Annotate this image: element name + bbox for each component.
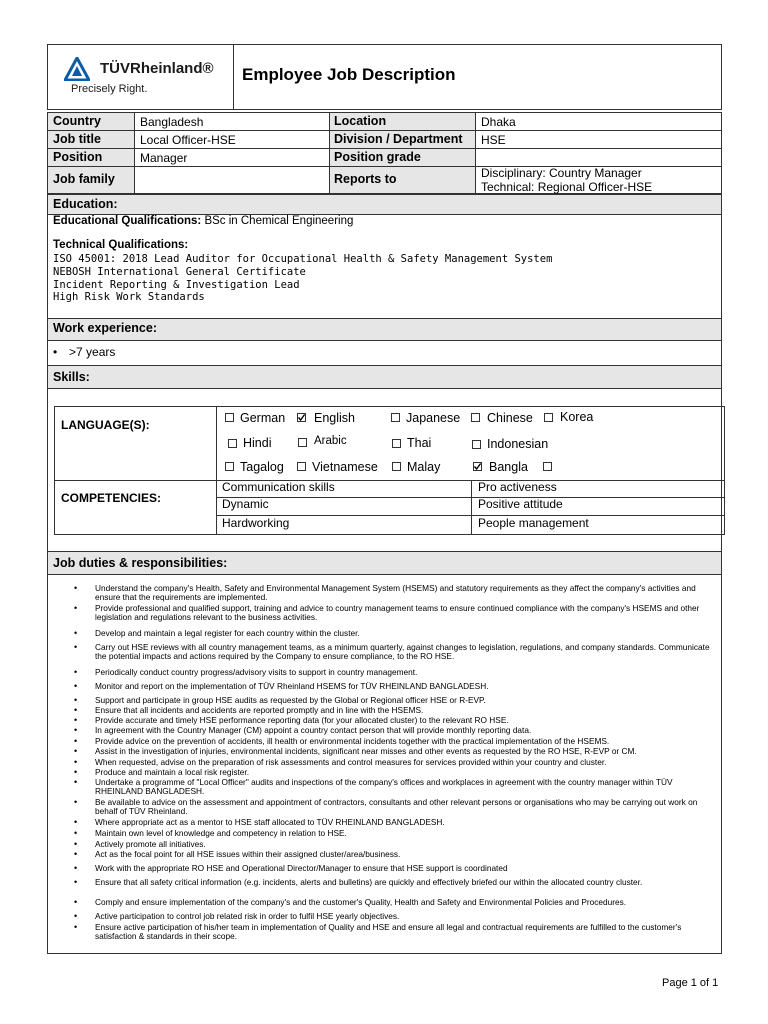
competency-item: Hardworking <box>222 516 290 530</box>
language-label: Indonesian <box>487 437 549 451</box>
competencies-label: COMPETENCIES: <box>61 491 162 505</box>
work-heading: Work experience: <box>53 321 157 335</box>
tech-line: NEBOSH International General Certificate <box>53 266 306 278</box>
duty-item: • Assist in the investigation of injuries, environmental incidents, significant near misses and other events as requested by the RO HSE, R-EVP or CM. <box>95 747 720 756</box>
language-checkbox[interactable] <box>297 413 306 422</box>
education-heading: Education: <box>53 197 118 211</box>
language-label: Thai <box>407 436 432 450</box>
language-checkbox[interactable] <box>392 462 401 471</box>
language-checkbox[interactable] <box>228 439 237 448</box>
language-label: Korea <box>560 410 594 424</box>
position-value: Manager <box>140 151 188 165</box>
duty-item: • Support and participate in group HSE audits as requested by the Global or Regional officer HSE or R-EVP. <box>95 696 720 705</box>
grade-label: Position grade <box>334 150 421 164</box>
logo-tagline: Precisely Right. <box>71 83 148 95</box>
language-label: German <box>240 411 286 425</box>
language-checkbox[interactable] <box>225 462 234 471</box>
educational-qualifications <box>53 215 353 227</box>
edu-label: Educational Qualifications: <box>53 215 202 227</box>
company-logo <box>64 56 234 100</box>
competency-item: Pro activeness <box>478 480 557 494</box>
duty-item: • Ensure active participation of his/her team in implementation of Quality and HSE and ensure all legal and contractual requirements are fulfilled to the customer's satisfaction & standards in their scope. <box>95 923 720 942</box>
country-label: Country <box>53 114 101 128</box>
language-label: Malay <box>407 460 441 474</box>
language-label: Japanese <box>406 411 461 425</box>
languages-label: LANGUAGE(S): <box>61 418 150 432</box>
language-checkbox[interactable] <box>543 462 552 471</box>
duty-item: • Periodically conduct country progress/advisory visits to support in country management. <box>95 668 720 677</box>
duty-item: • Ensure that all safety critical information (e.g. incidents, alerts and bulletins) are quickly and effectively briefed our within the allocated country cluster. <box>95 878 720 887</box>
language-label: Hindi <box>243 436 272 450</box>
language-label: Bangla <box>489 460 528 474</box>
language-label: Arabic <box>314 435 347 447</box>
duty-item: • Monitor and report on the implementation of TÜV Rheinland HSEMS for TÜV RHEINLAND BANGLADESH. <box>95 682 720 691</box>
language-checkbox[interactable] <box>472 440 481 449</box>
language-checkbox[interactable] <box>392 439 401 448</box>
reports-line1: Disciplinary: Country Manager <box>481 166 642 180</box>
language-checkbox[interactable] <box>391 413 400 422</box>
reports-label: Reports to <box>334 172 397 186</box>
duties-heading: Job duties & responsibilities: <box>53 556 228 570</box>
duty-item: • Comply and ensure implementation of the company's and the customer's Quality, Health and Safety and Environmental Policies and Procedures. <box>95 898 720 907</box>
tech-line: High Risk Work Standards <box>53 291 205 303</box>
language-checkbox[interactable] <box>544 413 553 422</box>
edu-value: BSc in Chemical Engineering <box>201 215 354 227</box>
work-value: >7 years <box>69 345 116 359</box>
language-label: English <box>314 411 355 425</box>
language-checkbox[interactable] <box>471 413 480 422</box>
competency-item: People management <box>478 516 589 530</box>
language-checkbox[interactable] <box>298 438 307 447</box>
skills-heading: Skills: <box>53 370 90 384</box>
competency-item: Communication skills <box>222 480 335 494</box>
duty-item: • Actively promote all initiatives. <box>95 840 720 849</box>
duty-item: • When requested, advise on the preparation of risk assessments and control measures for services provided within your country and cluster. <box>95 758 720 767</box>
duty-item: • Where appropriate act as a mentor to HSE staff allocated to TÜV RHEINLAND BANGLADESH. <box>95 818 720 827</box>
competency-item: Positive attitude <box>478 497 563 511</box>
duty-item: • Maintain own level of knowledge and competency in relation to HSE. <box>95 829 720 838</box>
job-title-value: Local Officer-HSE <box>140 133 236 147</box>
duty-item: • Work with the appropriate RO HSE and Operational Director/Manager to ensure that HSE support is coordinated <box>95 864 720 873</box>
duty-item: • Ensure that all incidents and accidents are reported promptly and in line with the HSEMS. <box>95 706 720 715</box>
job-title-label: Job title <box>53 132 101 146</box>
duty-item: • Be available to advice on the assessment and appointment of contractors, consultants and other relevant persons or organisations who may be carrying out work on behalf of TÜV Rheinland. <box>95 798 720 817</box>
language-label: Tagalog <box>240 460 284 474</box>
duty-item: • Carry out HSE reviews with all country management teams, as a minimum quarterly, against changes to legislation, regulations, and company standards. Communicate the potential impacts and actions required by the Company to ensure compliance, to the RO HSE. <box>95 643 720 662</box>
division-label: Division / Department <box>334 132 463 146</box>
language-label: Chinese <box>487 411 533 425</box>
duty-item: • Develop and maintain a legal register for each country within the cluster. <box>95 629 720 638</box>
page-number: Page 1 of 1 <box>662 977 719 989</box>
tech-line: ISO 45001: 2018 Lead Auditor for Occupational Health & Safety Management System <box>53 253 553 265</box>
language-checkbox[interactable] <box>297 462 306 471</box>
division-value: HSE <box>481 133 506 147</box>
duty-item: • Provide advice on the prevention of accidents, ill health or environmental incidents together with the practical implementation of the HSEMS. <box>95 737 720 746</box>
duty-item: • Understand the company's Health, Safety and Environmental Management System (HSEMS) and statutory requirements as they affect the company's activities and ensure that the requirements are implemented. <box>95 584 720 603</box>
logo-name: TÜVRheinland® <box>100 60 214 77</box>
language-checkbox[interactable] <box>473 462 482 471</box>
page-title: Employee Job Description <box>242 65 456 84</box>
duty-item: • Undertake a programme of "Local Officer" audits and inspections of the company's offices and workplaces in agreement with the country manager within TÜV RHEINLAND BANGLADESH. <box>95 778 720 797</box>
language-label: Vietnamese <box>312 460 378 474</box>
checkmark-icon <box>473 462 482 471</box>
position-label: Position <box>53 150 103 164</box>
tech-qualifications-label: Technical Qualifications: <box>53 239 189 251</box>
work-bullet: • <box>53 345 58 359</box>
location-label: Location <box>334 114 387 128</box>
location-value: Dhaka <box>481 115 516 129</box>
language-checkbox[interactable] <box>225 413 234 422</box>
duty-item: • In agreement with the Country Manager (CM) appoint a country contact person that will provide monthly reporting data. <box>95 726 720 735</box>
duty-item: • Active participation to control job related risk in order to fulfil HSE yearly objectives. <box>95 912 720 921</box>
country-value: Bangladesh <box>140 115 204 129</box>
duty-item: • Provide professional and qualified support, training and advice to country management teams to ensure continued compliance with the company's HSEMS and other legislation and regulations relevant to the business activities. <box>95 604 720 623</box>
reports-line2: Technical: Regional Officer-HSE <box>481 180 653 194</box>
triangle-logo-icon <box>64 57 90 81</box>
duty-item: • Provide accurate and timely HSE performance reporting data (for your allocated cluster) to the relevant RO HSE. <box>95 716 720 725</box>
family-label: Job family <box>53 172 115 186</box>
duty-item: • Produce and maintain a local risk register. <box>95 768 720 777</box>
competency-item: Dynamic <box>222 497 269 511</box>
duty-item: • Act as the focal point for all HSE issues within their assigned cluster/area/business. <box>95 850 720 859</box>
tech-line: Incident Reporting & Investigation Lead <box>53 279 300 291</box>
checkmark-icon <box>297 413 306 422</box>
